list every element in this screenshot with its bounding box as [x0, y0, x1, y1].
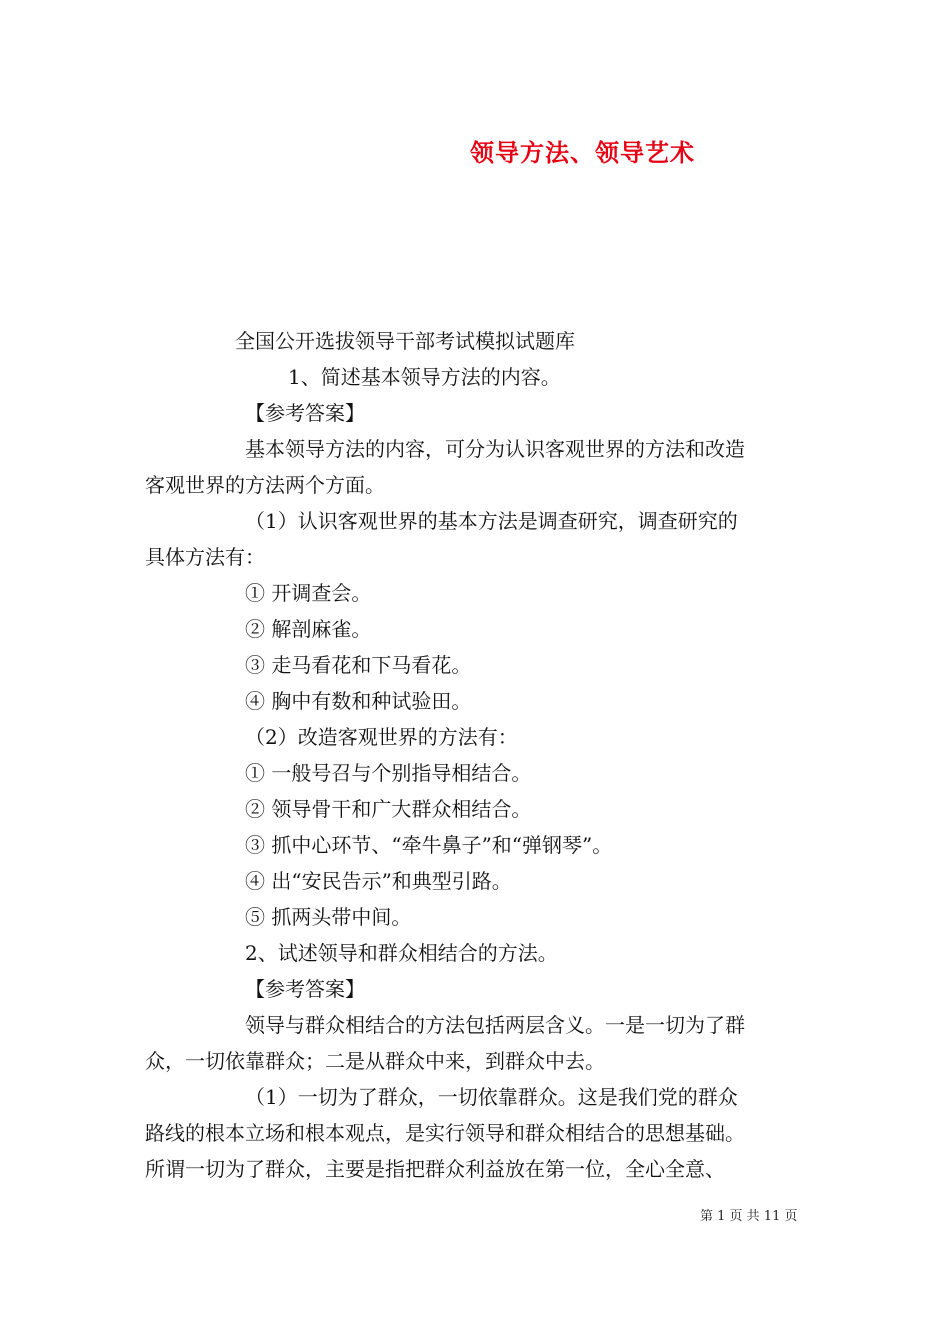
list-item: ② 解剖麻雀。: [245, 617, 372, 641]
question-2: 2、试述领导和群众相结合的方法。: [245, 941, 558, 965]
paragraph-line: 基本领导方法的内容，可分为认识客观世界的方法和改造: [245, 437, 745, 461]
paragraph-line: 具体方法有：: [145, 545, 265, 569]
list-item: ① 一般号召与个别指导相结合。: [245, 761, 532, 785]
question-1: 1、简述基本领导方法的内容。: [288, 365, 561, 389]
list-item: ⑤ 抓两头带中间。: [245, 905, 412, 929]
list-item: ① 开调查会。: [245, 581, 372, 605]
list-item: ② 领导骨干和广大群众相结合。: [245, 797, 532, 821]
list-item: ③ 走马看花和下马看花。: [245, 653, 472, 677]
page-footer: 第 1 页 共 11 页: [700, 1209, 798, 1224]
list-item: ④ 胸中有数和种试验田。: [245, 689, 472, 713]
paragraph-line: 领导与群众相结合的方法包括两层含义。一是一切为了群: [245, 1013, 745, 1037]
answer-heading: 【参考答案】: [245, 401, 365, 425]
paragraph-line: 客观世界的方法两个方面。: [145, 473, 385, 497]
answer-heading: 【参考答案】: [245, 977, 365, 1001]
section-line: （2）改造客观世界的方法有：: [245, 725, 518, 749]
paragraph-line: （1）一切为了群众，一切依靠群众。这是我们党的群众: [245, 1085, 738, 1109]
list-item: ③ 抓中心环节、“牵牛鼻子”和“弹钢琴”。: [245, 833, 613, 857]
paragraph-line: 所谓一切为了群众，主要是指把群众利益放在第一位，全心全意、: [145, 1157, 725, 1181]
paragraph-line: 众，一切依靠群众；二是从群众中来，到群众中去。: [145, 1049, 605, 1073]
document-title: 领导方法、领导艺术: [470, 138, 695, 167]
subtitle-line: 全国公开选拔领导干部考试模拟试题库: [235, 329, 575, 353]
paragraph-line: （1）认识客观世界的基本方法是调查研究，调查研究的: [245, 509, 738, 533]
list-item: ④ 出“安民告示”和典型引路。: [245, 869, 512, 893]
paragraph-line: 路线的根本立场和根本观点，是实行领导和群众相结合的思想基础。: [145, 1121, 745, 1145]
document-body: [145, 323, 810, 1187]
